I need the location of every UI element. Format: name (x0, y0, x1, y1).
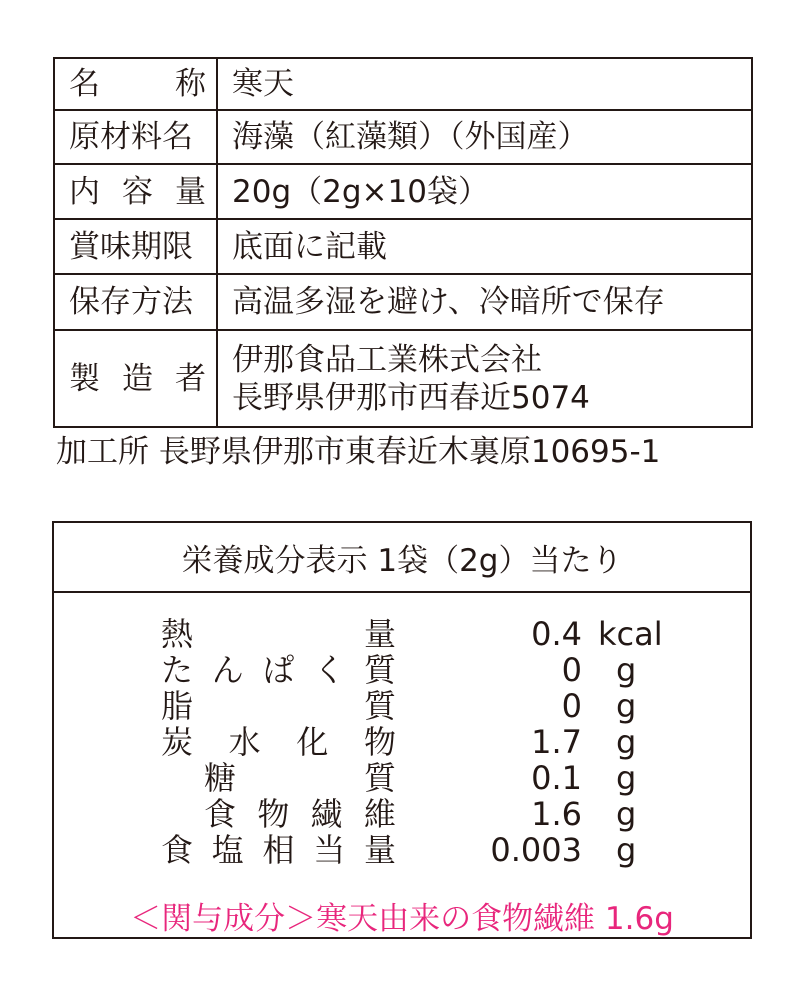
nutrition-row-sugar (54, 759, 750, 797)
value-text: 寒天 (232, 66, 294, 102)
info-value (217, 274, 752, 330)
nutrient-value: 1.7 (531, 723, 582, 761)
info-label (54, 219, 217, 274)
name-char: 質 (363, 687, 396, 725)
info-value (217, 164, 752, 219)
label-text (69, 173, 206, 211)
label-char: 名 (69, 66, 100, 102)
label-char: 容 (122, 173, 153, 210)
nutrient-unit: g (616, 687, 637, 725)
nutrient-name (161, 615, 396, 653)
info-row-manufacturer (54, 330, 752, 427)
name-char: 塩 (211, 831, 244, 869)
name-char: 食 (161, 831, 194, 869)
value-text: 高温多湿を避け、冷暗所で保存 (232, 284, 665, 320)
info-row-ingredients (54, 110, 752, 164)
manufacturer-name: 伊那食品工業株式会社 (232, 341, 542, 378)
name-char: 水 (228, 723, 261, 761)
label-char: 量 (175, 173, 206, 210)
name-char: 相 (262, 831, 295, 869)
name-char: 化 (296, 723, 329, 761)
name-char: 糖 (204, 759, 237, 797)
label-char: 内 (69, 173, 100, 210)
value-text: 20g（2g×10袋） (232, 173, 489, 210)
nutrient-value: 0 (561, 687, 582, 725)
nutrient-unit: g (616, 651, 637, 689)
manufacturer-address: 長野県伊那市西春近5074 (232, 379, 590, 416)
name-char: ぱ (262, 651, 295, 689)
nutrition-facts-box (52, 521, 752, 939)
nutrition-row-fiber (54, 795, 750, 833)
nutrition-row-carbohydrate (54, 723, 750, 761)
nutrient-name (204, 795, 396, 833)
name-char: 熱 (161, 615, 194, 653)
name-char: ん (211, 651, 244, 689)
info-row-contents (54, 164, 752, 219)
value-text: 海藻（紅藻類）（外国産） (232, 119, 589, 155)
label-text (69, 65, 206, 103)
info-row-name (54, 58, 752, 110)
product-info-table (53, 57, 753, 428)
nutrient-unit: g (616, 795, 637, 833)
info-row-best-before (54, 219, 752, 274)
nutrition-title: 栄養成分表示 1袋（2g）当たり (54, 523, 750, 593)
nutrient-unit: kcal (598, 615, 663, 653)
functional-claim: ＜関与成分＞寒天由来の食物繊維 1.6g (130, 901, 674, 937)
info-label (54, 274, 217, 330)
nutrition-row-fat (54, 687, 750, 725)
name-char: 量 (363, 831, 396, 869)
info-value (217, 110, 752, 164)
nutrient-name (161, 831, 396, 869)
info-value (217, 219, 752, 274)
nutrient-unit: g (616, 759, 637, 797)
name-char: 当 (313, 831, 346, 869)
nutrient-value: 0.1 (531, 759, 582, 797)
nutrition-row-protein (54, 651, 750, 689)
name-char: 脂 (161, 687, 194, 725)
nutrition-row-salt (54, 831, 750, 869)
nutrient-name (161, 723, 396, 761)
label-char: 称 (175, 66, 206, 102)
name-char: 物 (363, 723, 396, 761)
nutrient-value: 0.003 (490, 831, 582, 869)
nutrient-value: 0.4 (531, 615, 582, 653)
nutrition-row-energy (54, 615, 750, 653)
label-text: 保存方法 (69, 284, 193, 320)
label-char: 者 (175, 360, 206, 397)
info-label (54, 110, 217, 164)
label-text: 原材料名 (69, 119, 193, 155)
nutrient-name (161, 651, 396, 689)
name-char: た (161, 651, 194, 689)
nutrient-name (204, 759, 396, 797)
info-value (217, 58, 752, 110)
nutrient-value: 0 (561, 651, 582, 689)
name-char: 物 (257, 795, 290, 833)
name-char: 食 (204, 795, 237, 833)
nutrient-unit: g (616, 723, 637, 761)
nutrient-unit: g (616, 831, 637, 869)
info-label (54, 330, 217, 427)
name-char: 質 (363, 759, 396, 797)
name-char: 量 (363, 615, 396, 653)
name-char: 繊 (310, 795, 343, 833)
label-char: 製 (69, 360, 100, 397)
name-char: 維 (363, 795, 396, 833)
label-char: 造 (122, 360, 153, 397)
processor-address: 加工所 長野県伊那市東春近木裏原10695-1 (56, 434, 661, 470)
name-char: く (313, 651, 346, 689)
name-char: 質 (363, 651, 396, 689)
info-row-storage (54, 274, 752, 330)
value-text: 底面に記載 (232, 228, 387, 265)
info-label (54, 58, 217, 110)
info-value (217, 330, 752, 427)
label-text: 賞味期限 (69, 228, 193, 265)
nutrient-value: 1.6 (531, 795, 582, 833)
label-text (69, 360, 206, 398)
name-char: 炭 (161, 723, 194, 761)
info-label (54, 164, 217, 219)
nutrient-name (161, 687, 396, 725)
